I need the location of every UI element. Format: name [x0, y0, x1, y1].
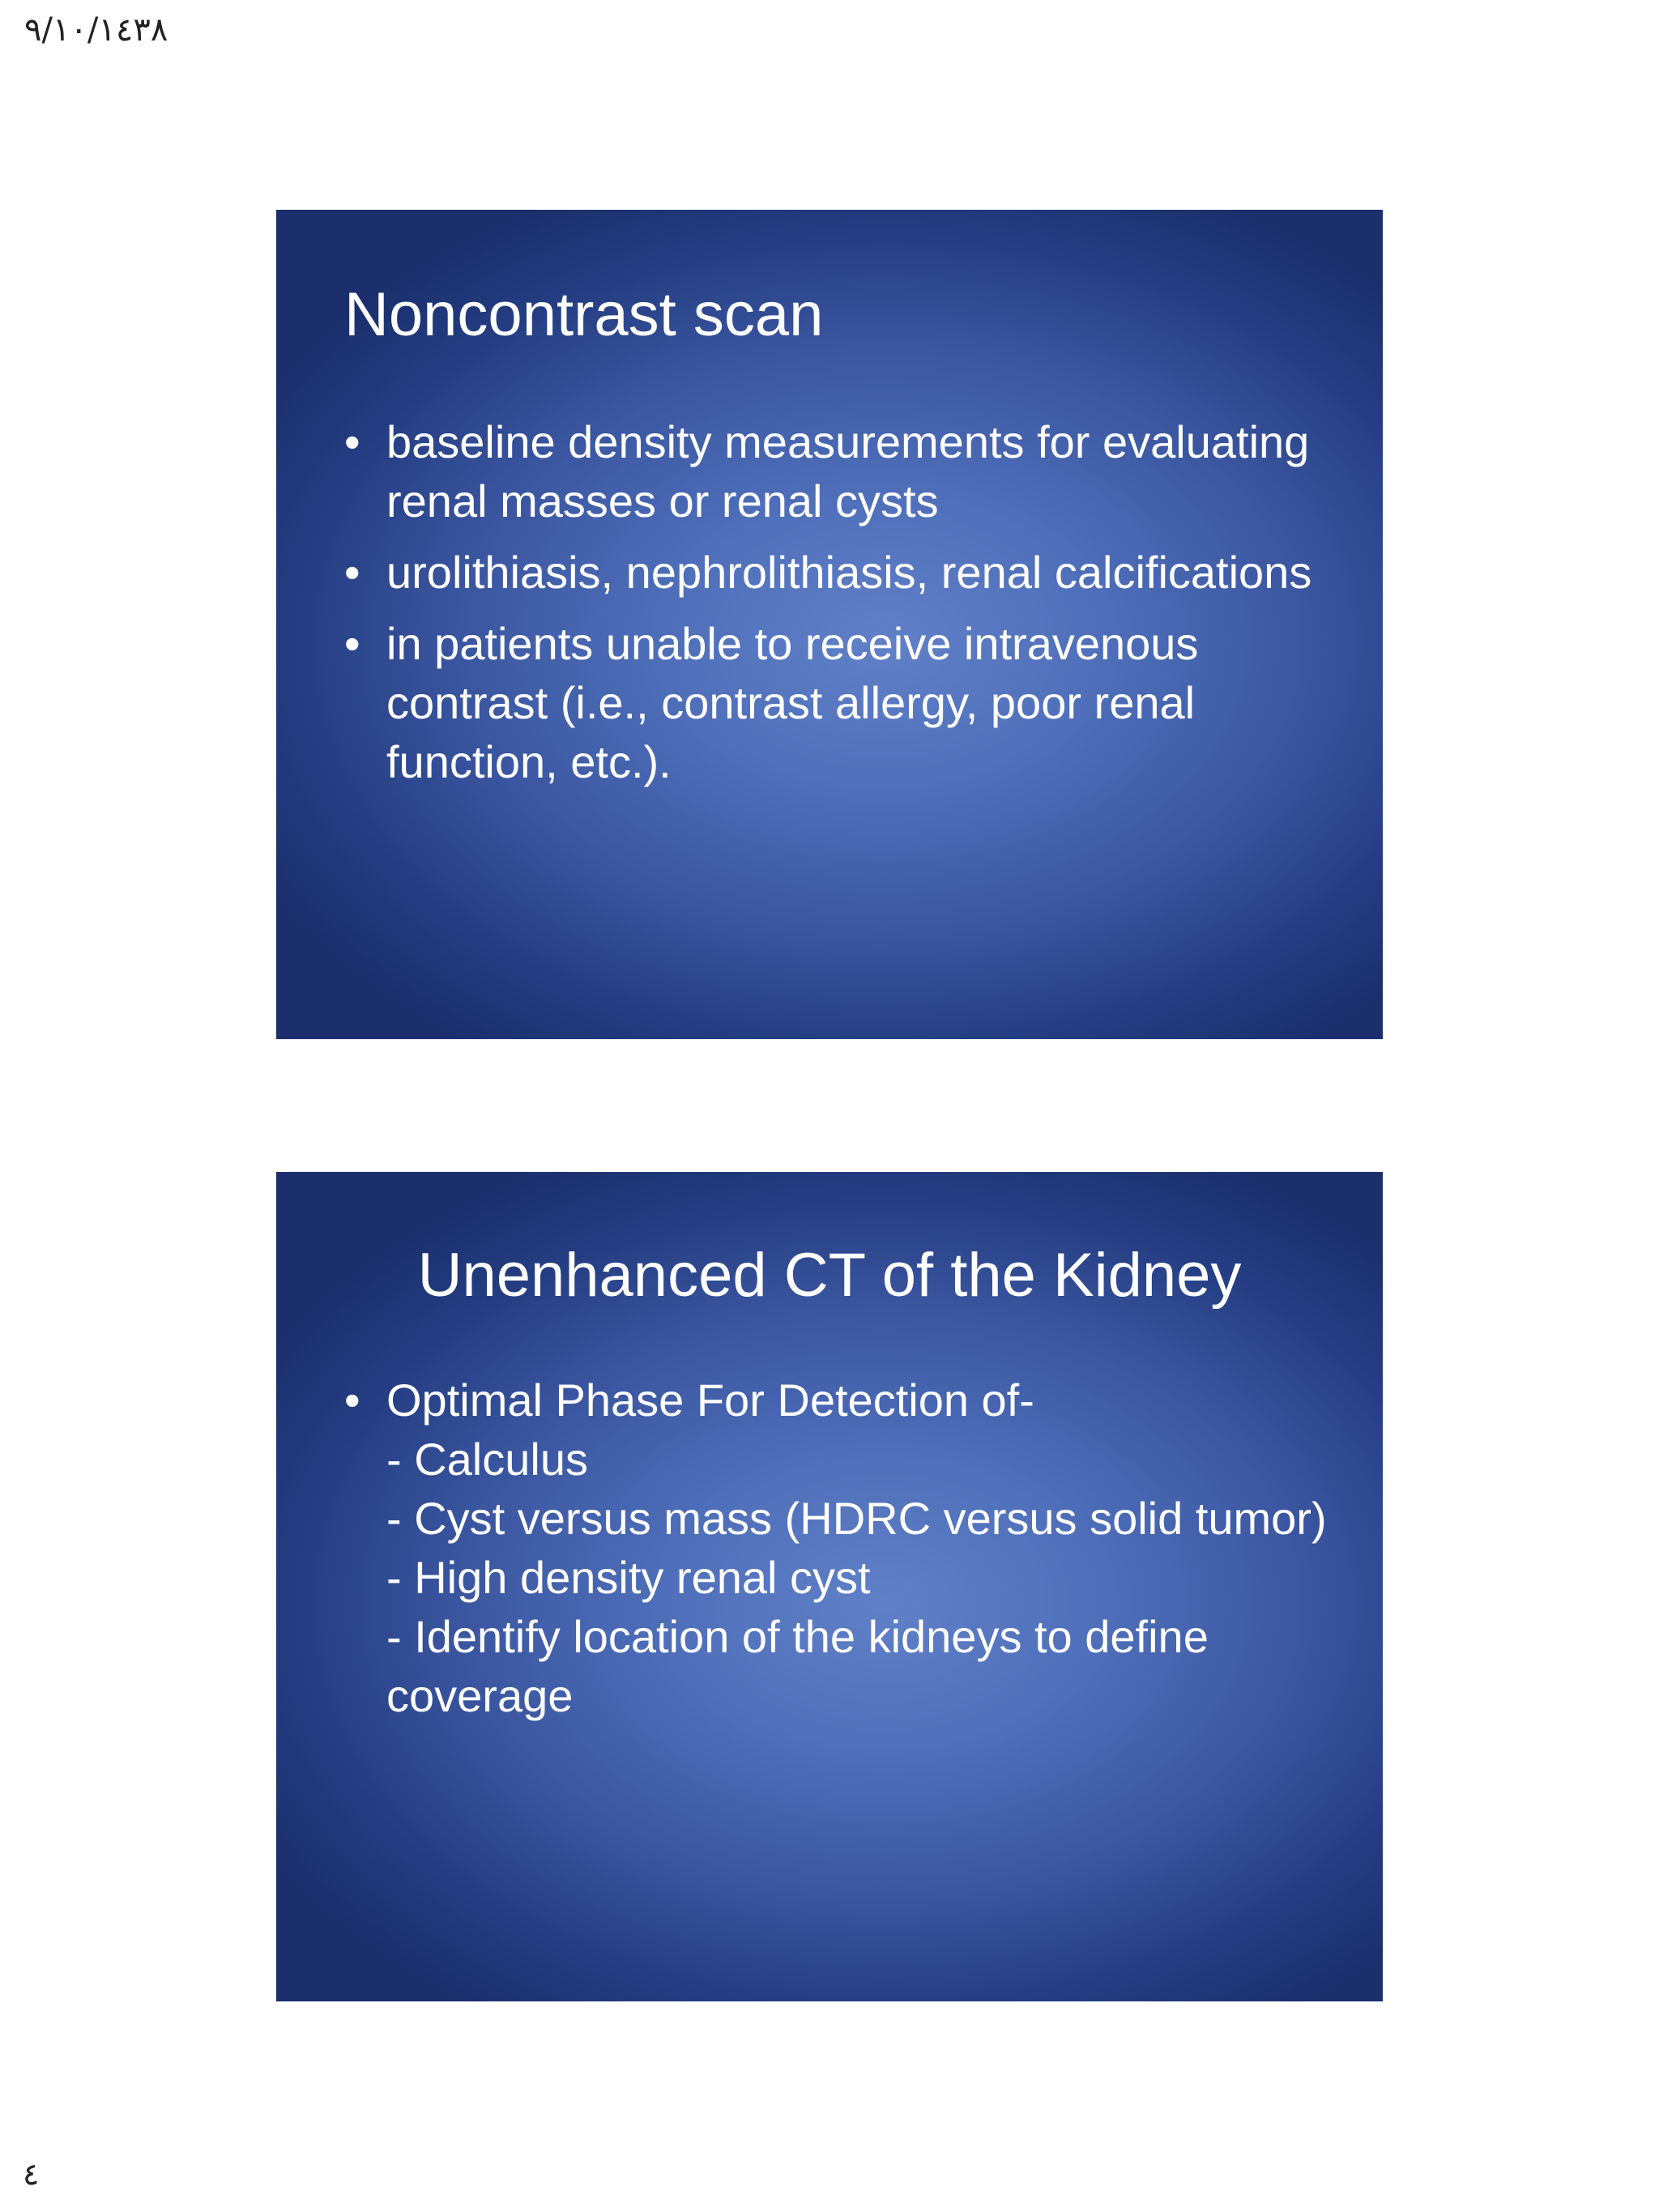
sub-item: - Calculus — [386, 1434, 588, 1485]
bullet-text: Optimal Phase For Detection of- — [386, 1375, 1034, 1426]
bullet-item — [344, 412, 1334, 531]
bullet-icon: • — [344, 1375, 360, 1426]
slide-noncontrast-scan — [276, 210, 1383, 1039]
bullet-item — [344, 543, 1334, 602]
bullet-icon: • — [344, 416, 360, 467]
slide-title: Unenhanced CT of the Kidney — [417, 1241, 1242, 1310]
bullet-icon: • — [344, 618, 360, 669]
bullet-icon: • — [344, 547, 360, 598]
header-date: ٩/١٠/١٤٣٨ — [24, 11, 168, 49]
sub-item: - High density renal cyst — [386, 1552, 871, 1603]
page-number: ٤ — [23, 2156, 40, 2192]
slide-title: Noncontrast scan — [344, 280, 824, 349]
slide-unenhanced-ct-kidney — [276, 1172, 1383, 2001]
sub-item: - Identify location of the kidneys to define coverage — [386, 1611, 1209, 1721]
bullet-list — [344, 412, 1334, 803]
bullet-list — [344, 1370, 1334, 1737]
bullet-text: baseline density measurements for evaluating renal masses or renal cysts — [386, 416, 1310, 526]
bullet-item — [344, 614, 1334, 791]
bullet-text: in patients unable to receive intravenous contrast (i.e., contrast allergy, poor renal function, etc.). — [386, 618, 1199, 787]
bullet-item — [344, 1370, 1334, 1725]
bullet-text: urolithiasis, nephrolithiasis, renal calcifications — [386, 547, 1312, 598]
sub-item: - Cyst versus mass (HDRC versus solid tumor) — [386, 1493, 1327, 1544]
